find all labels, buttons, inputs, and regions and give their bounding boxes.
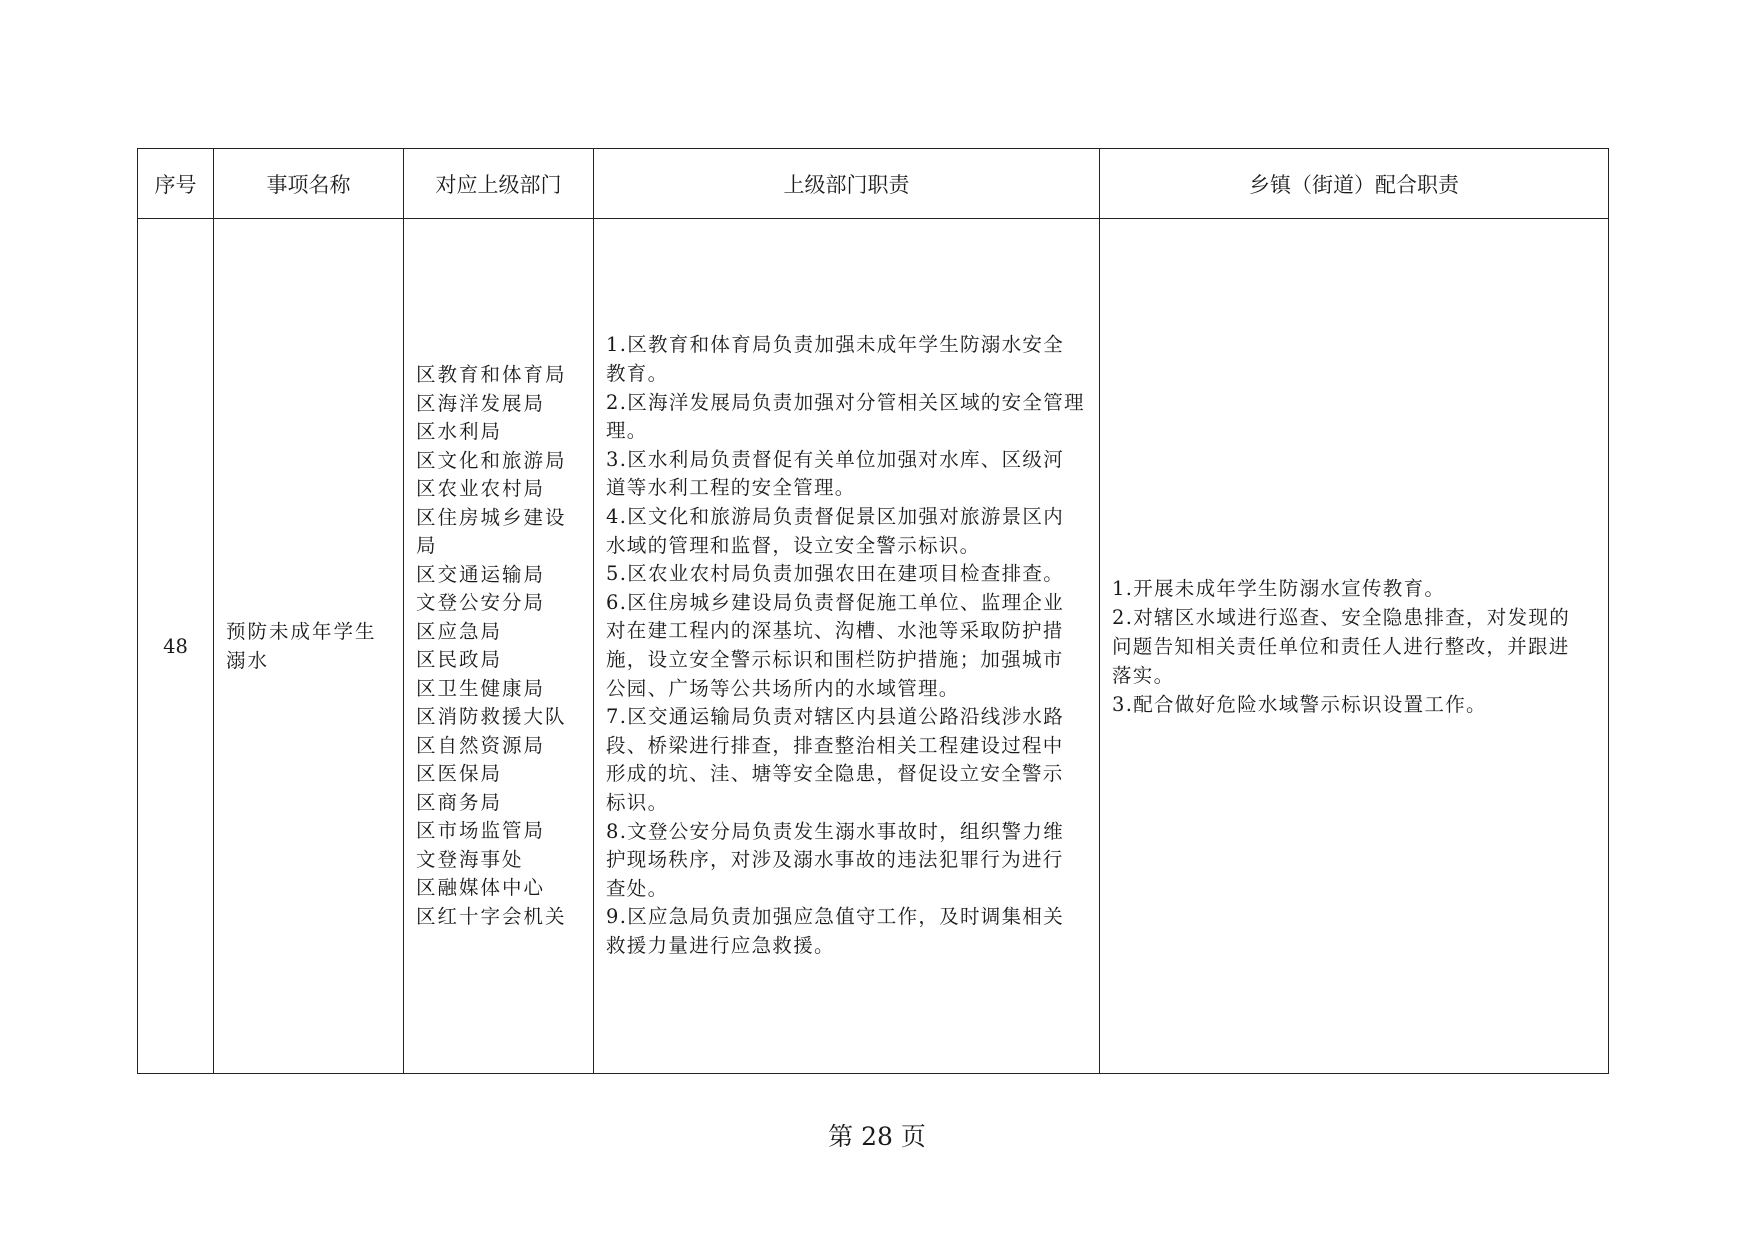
duty-item bbox=[606, 589, 1089, 703]
cooperation-list bbox=[1112, 574, 1598, 719]
duty-item-line: 1.区教育和体育局负责加强未成年学生防溺水安全 bbox=[606, 333, 1065, 357]
duty-item bbox=[606, 503, 1089, 560]
department-item: 区融媒体中心 bbox=[416, 876, 546, 899]
cooperation-item-line: 3.配合做好危险水域警示标识设置工作。 bbox=[1112, 692, 1487, 716]
duty-item-line: 7.区交通运输局负责对辖区内县道公路沿线涉水路 bbox=[606, 705, 1065, 729]
duty-item bbox=[606, 703, 1089, 817]
cooperation-item bbox=[1112, 603, 1598, 690]
department-item: 区市场监管局 bbox=[416, 819, 546, 842]
duty-item-line: 理。 bbox=[606, 419, 648, 443]
header-item-name: 事项名称 bbox=[214, 149, 404, 219]
duty-item-line: 9.区应急局负责加强应急值守工作，及时调集相关 bbox=[606, 905, 1065, 929]
cell-superior-duties bbox=[594, 219, 1100, 1074]
department-item: 区自然资源局 bbox=[416, 733, 546, 757]
department-item: 区水利局 bbox=[416, 420, 503, 443]
header-serial-number: 序号 bbox=[138, 149, 214, 219]
department-item: 区民政局 bbox=[416, 648, 503, 671]
duty-item bbox=[606, 560, 1089, 589]
department-item: 文登公安分局 bbox=[416, 591, 546, 614]
table-row bbox=[138, 219, 1609, 1074]
header-superior-duties: 上级部门职责 bbox=[594, 149, 1100, 219]
department-item: 区医保局 bbox=[416, 762, 503, 785]
department-item: 文登海事处 bbox=[416, 847, 524, 871]
table-header-row bbox=[138, 149, 1609, 219]
department-item: 区红十字会机关 bbox=[416, 904, 567, 928]
duty-item-line: 段、桥梁进行排查，排查整治相关工程建设过程中 bbox=[606, 733, 1064, 757]
duty-item-line: 道等水利工程的安全管理。 bbox=[606, 476, 856, 500]
cooperation-item-line: 1.开展未成年学生防溺水宣传教育。 bbox=[1112, 576, 1446, 600]
duty-item-line: 3.区水利局负责督促有关单位加强对水库、区级河 bbox=[606, 447, 1065, 471]
department-list bbox=[416, 361, 581, 931]
department-item: 区海洋发展局 bbox=[416, 391, 546, 415]
cell-serial-number: 48 bbox=[138, 219, 214, 1074]
duty-list bbox=[606, 331, 1089, 960]
department-item: 区消防救援大队 bbox=[416, 705, 567, 728]
duty-item-line: 8.文登公安分局负责发生溺水事故时，组织警力维 bbox=[606, 819, 1065, 843]
page-number: 第 28 页 bbox=[828, 1122, 926, 1151]
duty-item-line: 教育。 bbox=[606, 362, 669, 386]
duty-item-line: 护现场秩序，对涉及溺水事故的违法犯罪行为进行 bbox=[606, 848, 1064, 872]
header-township-cooperation: 乡镇（街道）配合职责 bbox=[1100, 149, 1609, 219]
department-item: 区住房城乡建设 局 bbox=[416, 505, 567, 557]
cooperation-item bbox=[1112, 690, 1598, 719]
department-item: 区商务局 bbox=[416, 790, 503, 814]
cell-departments bbox=[404, 219, 594, 1074]
duty-item-line: 对在建工程内的深基坑、沟槽、水池等采取防护措 bbox=[606, 619, 1064, 643]
duty-item-line: 公园、广场等公共场所内的水域管理。 bbox=[606, 676, 960, 700]
duty-item-line: 6.区住房城乡建设局负责督促施工单位、监理企业 bbox=[606, 590, 1065, 614]
department-item: 区交通运输局 bbox=[416, 562, 546, 586]
duty-item-line: 施，设立安全警示标识和围栏防护措施；加强城市 bbox=[606, 648, 1064, 671]
duty-item-line: 标识。 bbox=[606, 790, 669, 814]
duty-item bbox=[606, 389, 1089, 446]
cooperation-item bbox=[1112, 574, 1598, 603]
department-item: 区农业农村局 bbox=[416, 477, 546, 500]
duty-item bbox=[606, 818, 1089, 904]
duty-item bbox=[606, 903, 1089, 960]
department-item: 区文化和旅游局 bbox=[416, 448, 567, 472]
header-superior-department: 对应上级部门 bbox=[404, 149, 594, 219]
cooperation-item-line: 2.对辖区水域进行巡查、安全隐患排查，对发现的 bbox=[1112, 605, 1571, 629]
duty-item-line: 水域的管理和监督，设立安全警示标识。 bbox=[606, 533, 981, 557]
responsibility-table bbox=[137, 148, 1609, 1074]
cooperation-item-line: 问题告知相关责任单位和责任人进行整改，并跟进 bbox=[1112, 634, 1570, 658]
department-item: 区教育和体育局 bbox=[416, 363, 567, 386]
duty-item-line: 2.区海洋发展局负责加强对分管相关区域的安全管理 bbox=[606, 390, 1085, 414]
duty-item-line: 救援力量进行应急救援。 bbox=[606, 933, 835, 957]
duty-item-line: 4.区文化和旅游局负责督促景区加强对旅游景区内 bbox=[606, 505, 1065, 529]
department-item: 区应急局 bbox=[416, 619, 503, 643]
cooperation-item-line: 落实。 bbox=[1112, 663, 1175, 687]
department-item: 区卫生健康局 bbox=[416, 676, 546, 700]
cell-item-name bbox=[214, 219, 404, 1074]
duty-item-line: 查处。 bbox=[606, 876, 669, 900]
duty-item bbox=[606, 331, 1089, 388]
item-name-text: 预防未成年学生溺水 bbox=[226, 620, 377, 672]
duty-item-line: 5.区农业农村局负责加强农田在建项目检查排查。 bbox=[606, 562, 1065, 586]
duty-item bbox=[606, 446, 1089, 503]
cell-township-cooperation bbox=[1100, 219, 1609, 1074]
duty-item-line: 形成的坑、洼、塘等安全隐患，督促设立安全警示 bbox=[606, 762, 1064, 786]
